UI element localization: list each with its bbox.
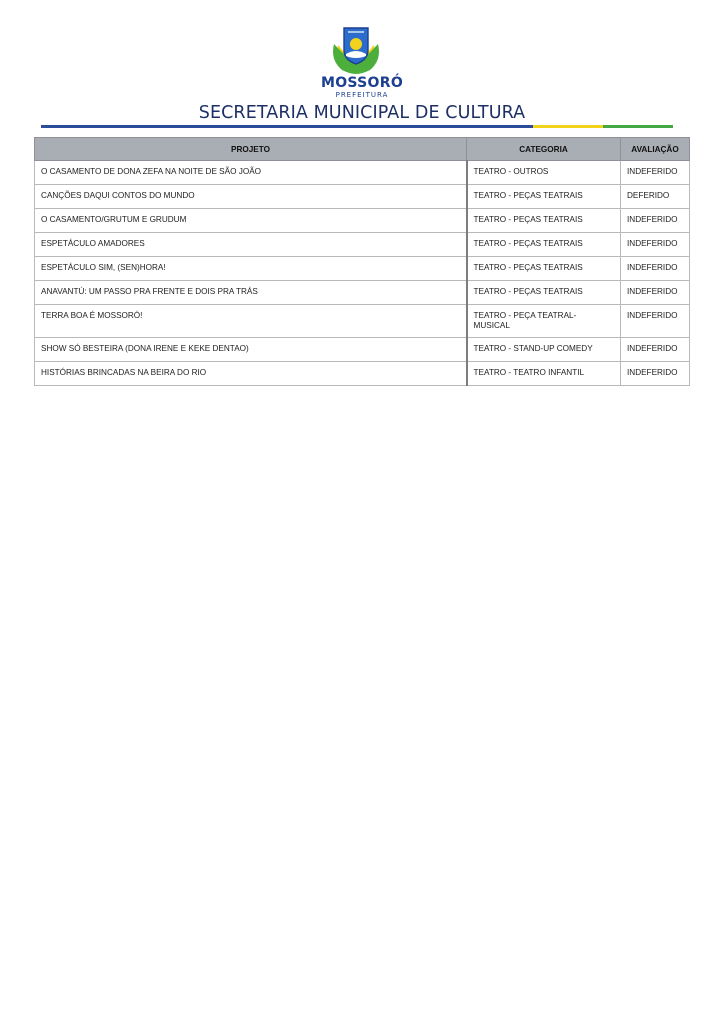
table-row [35, 185, 690, 209]
color-bar-yellow [533, 125, 603, 128]
cell-avaliacao: DEFERIDO [621, 185, 690, 209]
document-header [0, 0, 724, 132]
logo-wordmark: MOSSORÓ [320, 75, 404, 91]
mossoro-emblem-icon [328, 24, 384, 76]
cell-avaliacao: INDEFERIDO [621, 305, 690, 338]
table-header-row [35, 138, 690, 161]
table-row [35, 305, 690, 338]
table-row [35, 233, 690, 257]
cell-projeto: O CASAMENTO DE DONA ZEFA NA NOITE DE SÃO JOÃO [35, 161, 467, 185]
cell-categoria: TEATRO - STAND-UP COMEDY [467, 338, 621, 362]
cell-categoria: TEATRO - PEÇAS TEATRAIS [467, 209, 621, 233]
header-color-bar [41, 125, 673, 128]
table-row [35, 281, 690, 305]
cell-projeto: O CASAMENTO/GRUTUM E GRUDUM [35, 209, 467, 233]
cell-categoria: TEATRO - PEÇAS TEATRAIS [467, 233, 621, 257]
cell-categoria: TEATRO - PEÇA TEATRAL-MUSICAL [467, 305, 621, 338]
cell-categoria: TEATRO - PEÇAS TEATRAIS [467, 281, 621, 305]
cell-categoria: TEATRO - OUTROS [467, 161, 621, 185]
column-header-categoria: CATEGORIA [467, 138, 621, 161]
cell-projeto: TERRA BOA É MOSSORÓ! [35, 305, 467, 338]
cell-projeto: HISTÓRIAS BRINCADAS NA BEIRA DO RIO [35, 362, 467, 386]
cell-projeto: ESPETÁCULO AMADORES [35, 233, 467, 257]
department-title: SECRETARIA MUNICIPAL DE CULTURA [198, 103, 526, 123]
logo-subtitle: PREFEITURA [335, 91, 389, 99]
table-row [35, 209, 690, 233]
table-row [35, 257, 690, 281]
cell-projeto: SHOW SÓ BESTEIRA (DONA IRENE E KEKE DENTAO) [35, 338, 467, 362]
cell-projeto: ANAVANTÚ: UM PASSO PRA FRENTE E DOIS PRA TRÁS [35, 281, 467, 305]
cell-avaliacao: INDEFERIDO [621, 161, 690, 185]
cell-avaliacao: INDEFERIDO [621, 209, 690, 233]
projects-table [34, 137, 690, 386]
cell-avaliacao: INDEFERIDO [621, 338, 690, 362]
column-header-projeto: PROJETO [35, 138, 467, 161]
cell-projeto: ESPETÁCULO SIM, (SEN)HORA! [35, 257, 467, 281]
cell-avaliacao: INDEFERIDO [621, 362, 690, 386]
color-bar-green [603, 125, 673, 128]
table-row [35, 362, 690, 386]
cell-projeto: CANÇÕES DAQUI CONTOS DO MUNDO [35, 185, 467, 209]
cell-avaliacao: INDEFERIDO [621, 281, 690, 305]
cell-categoria: TEATRO - PEÇAS TEATRAIS [467, 257, 621, 281]
column-header-avaliacao: AVALIAÇÃO [621, 138, 690, 161]
cell-avaliacao: INDEFERIDO [621, 233, 690, 257]
table-row [35, 338, 690, 362]
cell-categoria: TEATRO - TEATRO INFANTIL [467, 362, 621, 386]
cell-categoria: TEATRO - PEÇAS TEATRAIS [467, 185, 621, 209]
cell-avaliacao: INDEFERIDO [621, 257, 690, 281]
table-row [35, 161, 690, 185]
color-bar-blue [41, 125, 533, 128]
